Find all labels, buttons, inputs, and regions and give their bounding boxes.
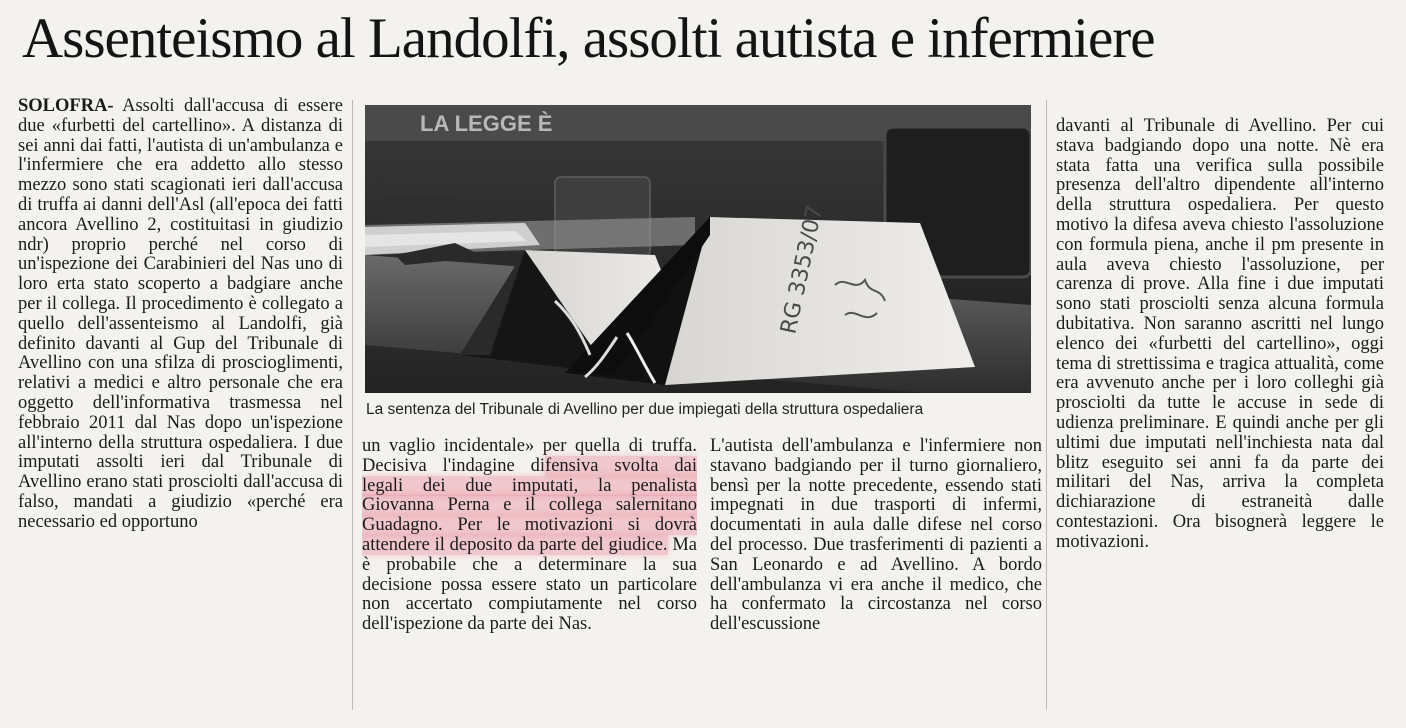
column-2-text-start: un vaglio incidentale» per quella di truffa. Decisiva l'indagine di: [362, 436, 697, 476]
headline: Assenteismo al Landolfi, assolti autista e infermiere: [22, 7, 1155, 70]
column-2-text-end: Ma è probabile che a determinare la sua decisione possa essere stato un particolare non accertato compiutamente nel corso dell'ispezione da parte dei Nas.: [362, 534, 697, 635]
folder-handwriting: RG 3353/07: [776, 203, 829, 337]
column-divider: [352, 100, 353, 710]
column-4-text: davanti al Tribunale di Avellino. Per cui stava badgiando dopo una notte. Nè era stata fatta una verifica sulla possibile presenza dell'altro dipendente all'interno della struttura ospedaliera. Per questo motivo la difesa aveva chiesto l'assoluzione con formula piena, anche il pm presente in aula aveva chiesto l'assoluzione, per carenza di prove. Alla fine i due imputati sono stati prosciolti senza alcuna formula dubitativa. Non saranno ascritti nel lungo elenco dei «furbetti del cartellino», oggi tema di strettissima e tragica attualità, come era avvenuto anche per i loro colleghi già prosciolti da tutte le accuse in sede di udienza preliminare. E quindi anche per gli ultimi due imputati nell'inchiesta nata dal blitz eseguito sei anni fa da parte dei militari del Nas, arriva la completa dichiarazione di estraneità dalle contestazioni. Ora bisognerà leggere le motivazioni.: [1056, 116, 1384, 552]
column-divider: [1046, 100, 1047, 710]
article-photo: [365, 105, 1031, 393]
court-folders-image: [365, 105, 1031, 393]
article-column-3: [710, 437, 1042, 707]
article-column-2: [362, 437, 697, 707]
article-column-1: [18, 97, 343, 707]
article-column-4: [1056, 117, 1384, 717]
column-1-text: Assolti dall'accusa di essere due «furbetti del cartellino». A distanza di sei anni dai fatti, l'autista di un'ambulanza e l'infermiere che era addetto allo stesso mezzo sono stati scagionati ieri dall'accusa di truffa ai danni dell'Asl (all'epoca dei fatti ancora Avellino 2, costituitasi in giudizio ndr) proprio perché nel corso di un'ispezione dei Carabinieri del Nas uno di loro erta stato scoperto a badgiare anche per il collega. Il procedimento è collegato a quello dell'assenteismo al Landolfi, già definito davanti al Gup del Tribunale di Avellino con una sfilza di proscioglimenti, relativi a medici e altro personale che era oggetto dell'informativa trasmessa nel febbraio 2011 dal Nas dopo un'ispezione all'interno della struttura ospedaliera. I due imputati assolti ieri dal Tribunale di Avellino erano stati prosciolti dall'accusa di falso, mandati a giudizio «perché era necessario ed opportuno: [18, 96, 343, 532]
column-3-text: L'autista dell'ambulanza e l'infermiere non stavano badgiando per il turno giornaliero, bensì per la notte precedente, essendo stati impegnati in due trasporti di infermi, documentati in aula dalle difese nel corso del processo. Due trasferimenti di pazienti a San Leonardo e ad Avellino. A bordo dell'ambulanza vi era anche il medico, che ha confermato la circostanza nel corso dell'escussione: [710, 436, 1042, 635]
highlighted-passage: fensiva svolta dai legali dei due imputati, la penalista Giovanna Perna e il collega salernitano Guadagno. Per le motivazioni si dovrà attendere il deposito da parte del giudice.: [362, 455, 697, 555]
wall-sign-text: LA LEGGE È: [420, 111, 553, 136]
dateline: SOLOFRA-: [18, 96, 114, 116]
photo-caption: La sentenza del Tribunale di Avellino per due impiegati della struttura ospedaliera: [366, 401, 924, 418]
